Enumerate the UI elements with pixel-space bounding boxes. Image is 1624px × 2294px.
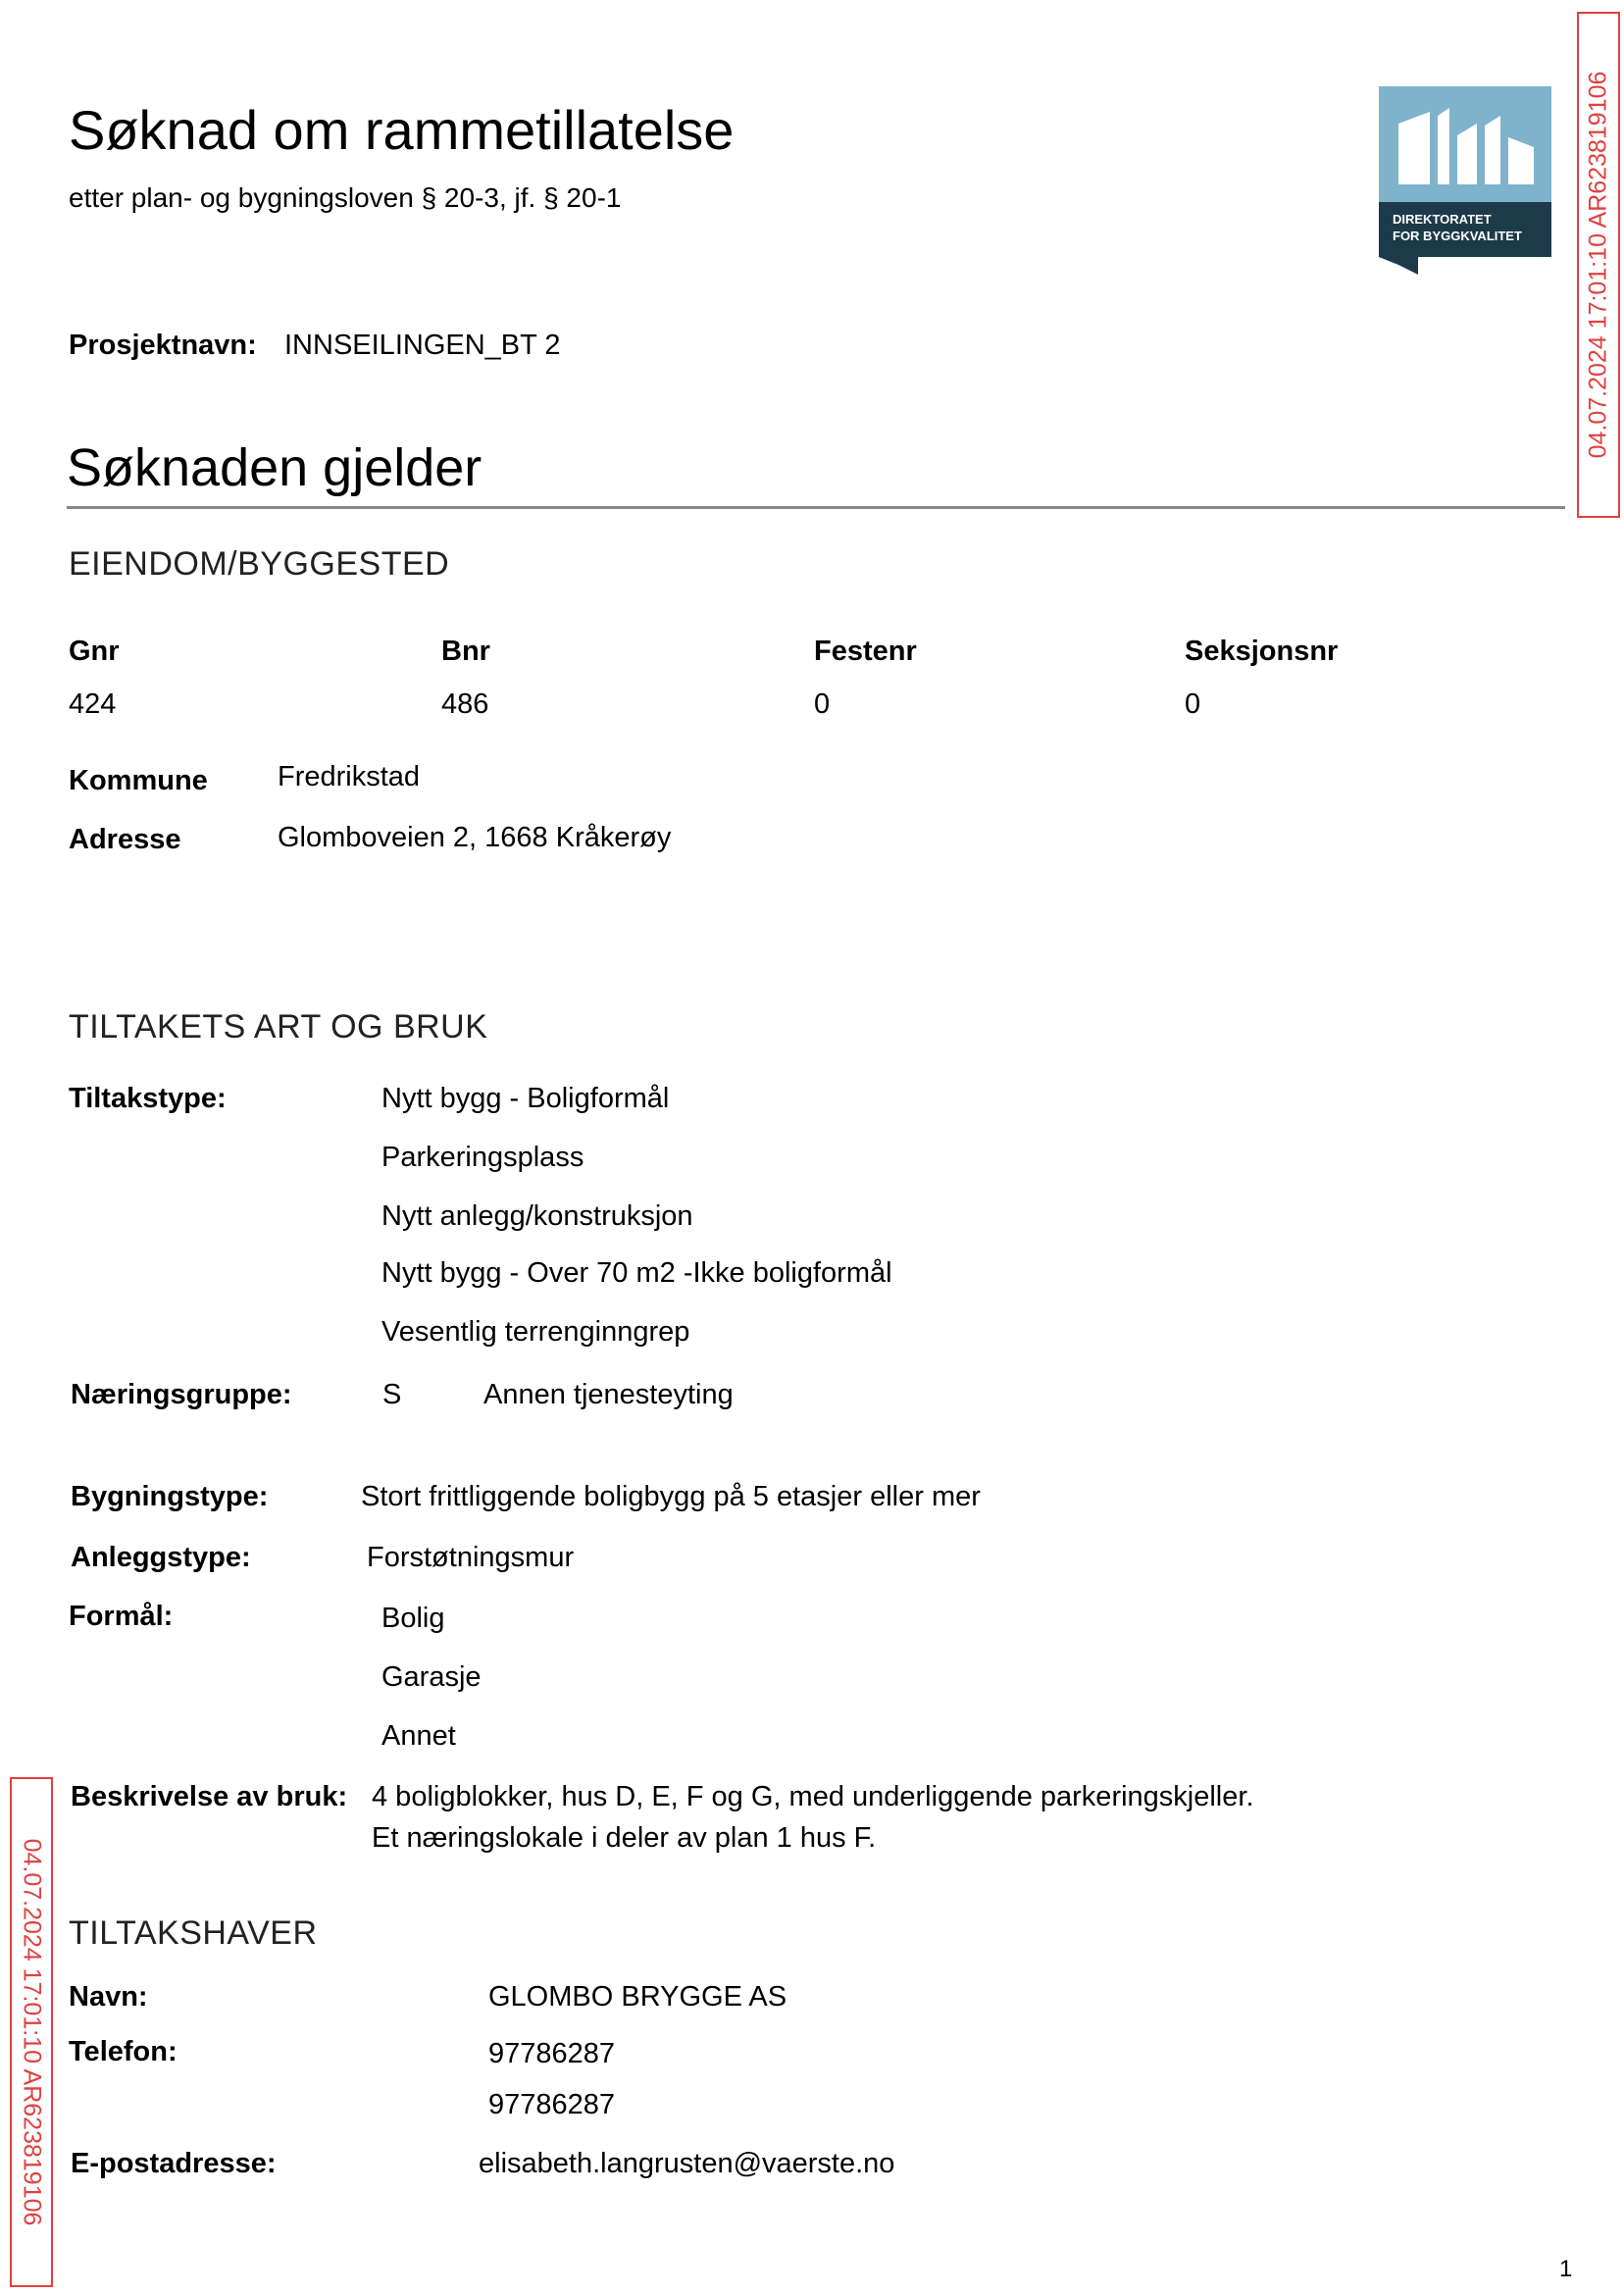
beskrivelse-line2: Et næringslokale i deler av plan 1 hus F. bbox=[372, 1822, 877, 1854]
page-title: Søknad om rammetillatelse bbox=[69, 99, 735, 161]
adresse-value: Glomboveien 2, 1668 Kråkerøy bbox=[278, 822, 672, 853]
tiltakstype-item: Nytt anlegg/konstruksjon bbox=[381, 1200, 693, 1232]
project-label: Prosjektnavn: bbox=[69, 330, 257, 361]
tiltakstype-item: Vesentlig terrenginngrep bbox=[381, 1316, 690, 1348]
seksjonsnr-value: 0 bbox=[1185, 688, 1201, 720]
formal-label: Formål: bbox=[69, 1601, 174, 1632]
kommune-value: Fredrikstad bbox=[278, 761, 421, 792]
formal-item: Bolig bbox=[381, 1603, 445, 1634]
epost-label: E-postadresse: bbox=[71, 2148, 277, 2179]
telefon-label: Telefon: bbox=[69, 2036, 178, 2067]
telefon-value: 97786287 bbox=[488, 2089, 616, 2120]
epost-value: elisabeth.langrusten@vaerste.no bbox=[479, 2148, 895, 2179]
page-subtitle: etter plan- og bygningsloven § 20-3, jf. § 20-1 bbox=[69, 182, 622, 213]
seksjonsnr-label: Seksjonsnr bbox=[1185, 636, 1339, 667]
bygningstype-label: Bygningstype: bbox=[71, 1481, 269, 1512]
date-stamp-bottom-text: 04.07.2024 17:01:10 AR623819106 bbox=[18, 1838, 46, 2226]
beskrivelse-line1: 4 boligblokker, hus D, E, F og G, med underliggende parkeringskjeller. bbox=[372, 1781, 1254, 1812]
formal-item: Garasje bbox=[381, 1661, 482, 1693]
festenr-label: Festenr bbox=[814, 636, 917, 667]
date-stamp-bottom bbox=[10, 1777, 53, 2287]
section-title: Søknaden gjelder bbox=[67, 438, 482, 497]
navn-value: GLOMBO BRYGGE AS bbox=[488, 1981, 787, 2013]
bnr-label: Bnr bbox=[441, 636, 490, 667]
measure-heading: TILTAKETS ART OG BRUK bbox=[69, 1008, 488, 1045]
gnr-value: 424 bbox=[69, 688, 117, 720]
dibk-logo bbox=[1379, 86, 1551, 275]
tiltakstype-item: Nytt bygg - Boligformål bbox=[381, 1083, 670, 1114]
kommune-label: Kommune bbox=[69, 765, 208, 796]
anleggstype-value: Forstøtningsmur bbox=[367, 1542, 575, 1573]
naeringsgruppe-code: S bbox=[382, 1379, 402, 1410]
beskrivelse-label: Beskrivelse av bruk: bbox=[71, 1781, 348, 1812]
bygningstype-value: Stort frittliggende boligbygg på 5 etasjer eller mer bbox=[361, 1481, 981, 1512]
owner-heading: TILTAKSHAVER bbox=[69, 1914, 318, 1952]
page-number: 1 bbox=[1559, 2256, 1573, 2282]
naeringsgruppe-label: Næringsgruppe: bbox=[71, 1379, 292, 1410]
naeringsgruppe-value: Annen tjenesteyting bbox=[483, 1379, 734, 1410]
anleggstype-label: Anleggstype: bbox=[71, 1542, 251, 1573]
adresse-label: Adresse bbox=[69, 824, 181, 855]
gnr-label: Gnr bbox=[69, 636, 120, 667]
property-heading: EIENDOM/BYGGESTED bbox=[69, 545, 450, 583]
project-value: INNSEILINGEN_BT 2 bbox=[284, 330, 561, 361]
festenr-value: 0 bbox=[814, 688, 831, 720]
navn-label: Navn: bbox=[69, 1981, 148, 2013]
date-stamp-top-text: 04.07.2024 17:01:10 AR623819106 bbox=[1584, 71, 1612, 459]
date-stamp-top bbox=[1577, 12, 1620, 518]
logo-line1: DIREKTORATET bbox=[1393, 212, 1492, 227]
bnr-value: 486 bbox=[441, 688, 489, 720]
tiltakstype-label: Tiltakstype: bbox=[69, 1083, 227, 1114]
telefon-value: 97786287 bbox=[488, 2038, 616, 2069]
logo-line2: FOR BYGGKVALITET bbox=[1393, 229, 1522, 243]
formal-item: Annet bbox=[381, 1720, 456, 1752]
tiltakstype-item: Nytt bygg - Over 70 m2 -Ikke boligformål bbox=[381, 1257, 892, 1289]
section-divider bbox=[67, 506, 1565, 509]
tiltakstype-item: Parkeringsplass bbox=[381, 1142, 584, 1173]
